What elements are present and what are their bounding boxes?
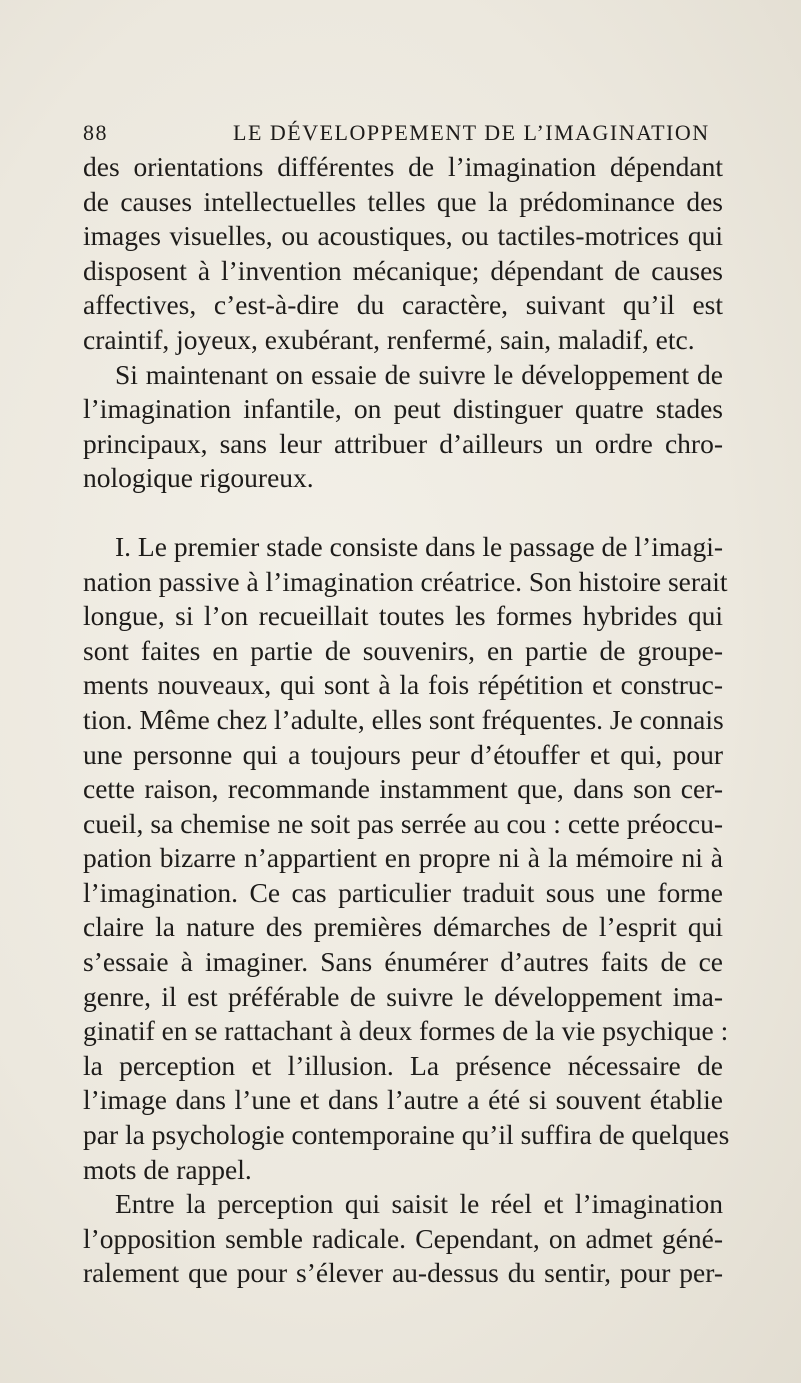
- text-line: une personne qui a toujours peur d’étouffer et qui, pour: [83, 738, 723, 770]
- text-line: principaux, sans leur attribuer d’ailleurs un ordre chro-: [83, 427, 723, 459]
- text-line: genre, il est préférable de suivre le développement ima-: [83, 980, 723, 1012]
- text-line: cueil, sa chemise ne soit pas serrée au cou : cette préoccu-: [83, 807, 723, 839]
- text-line: Si maintenant on essaie de suivre le développement de: [115, 358, 723, 390]
- paragraph: [83, 358, 723, 496]
- text-line: images visuelles, ou acoustiques, ou tactiles-motrices qui: [83, 220, 723, 252]
- text-line: ginatif en se rattachant à deux formes de la vie psychique :: [83, 1015, 729, 1047]
- text-line: claire la nature des premières démarches de l’esprit qui: [83, 911, 723, 943]
- text-line: par la psychologie contemporaine qu’il suffira de quelques: [83, 1119, 730, 1151]
- body-text: [83, 150, 730, 1291]
- text-line: disposent à l’invention mécanique; dépendant de causes: [83, 254, 723, 286]
- text-line: affectives, c’est-à-dire du caractère, suivant qu’il est: [83, 289, 723, 321]
- text-line: tion. Même chez l’adulte, elles sont fréquentes. Je connais: [83, 703, 724, 735]
- running-title: LE DÉVELOPPEMENT DE L’IMAGINATION: [233, 120, 710, 145]
- text-line: pation bizarre n’appartient en propre ni à la mémoire ni à: [83, 842, 723, 874]
- text-line: longue, si l’on recueillait toutes les formes hybrides qui: [83, 600, 723, 632]
- text-line: ments nouveaux, qui sont à la fois répétition et construc-: [83, 669, 723, 701]
- text-line: nologique rigoureux.: [83, 462, 314, 494]
- text-line: l’opposition semble radicale. Cependant, on admet géné-: [83, 1222, 723, 1254]
- paragraph-gap: [83, 496, 723, 530]
- text-line: I. Le premier stade consiste dans le passage de l’imagi-: [115, 530, 723, 562]
- paragraph: [83, 530, 730, 1187]
- page-header: [83, 120, 723, 150]
- text-line: la perception et l’illusion. La présence nécessaire de: [83, 1049, 723, 1081]
- text-line: des orientations différentes de l’imagination dépendant: [83, 151, 723, 182]
- text-line: nation passive à l’imagination créatrice. Son histoire serait: [83, 565, 728, 597]
- text-line: l’imagination. Ce cas particulier traduit sous une forme: [83, 876, 723, 908]
- text-line: ralement que pour s’élever au-dessus du sentir, pour per-: [83, 1257, 723, 1289]
- text-line: de causes intellectuelles telles que la prédominance des: [83, 185, 723, 217]
- text-line: sont faites en partie de souvenirs, en partie de groupe-: [83, 634, 723, 666]
- paragraph: [83, 1187, 723, 1291]
- text-line: mots de rappel.: [83, 1153, 252, 1185]
- text-line: s’essaie à imaginer. Sans énumérer d’autres faits de ce: [83, 946, 723, 978]
- text-line: l’imagination infantile, on peut distinguer quatre stades: [83, 393, 723, 425]
- paragraph: [83, 150, 723, 358]
- text-line: cette raison, recommande instamment que, dans son cer-: [83, 773, 723, 805]
- text-line: l’image dans l’une et dans l’autre a été si souvent établie: [83, 1084, 723, 1116]
- text-line: craintif, joyeux, exubérant, renfermé, sain, maladif, etc.: [83, 323, 695, 355]
- page-number: 88: [83, 120, 108, 145]
- text-line: Entre la perception qui saisit le réel et l’imagination: [115, 1188, 723, 1220]
